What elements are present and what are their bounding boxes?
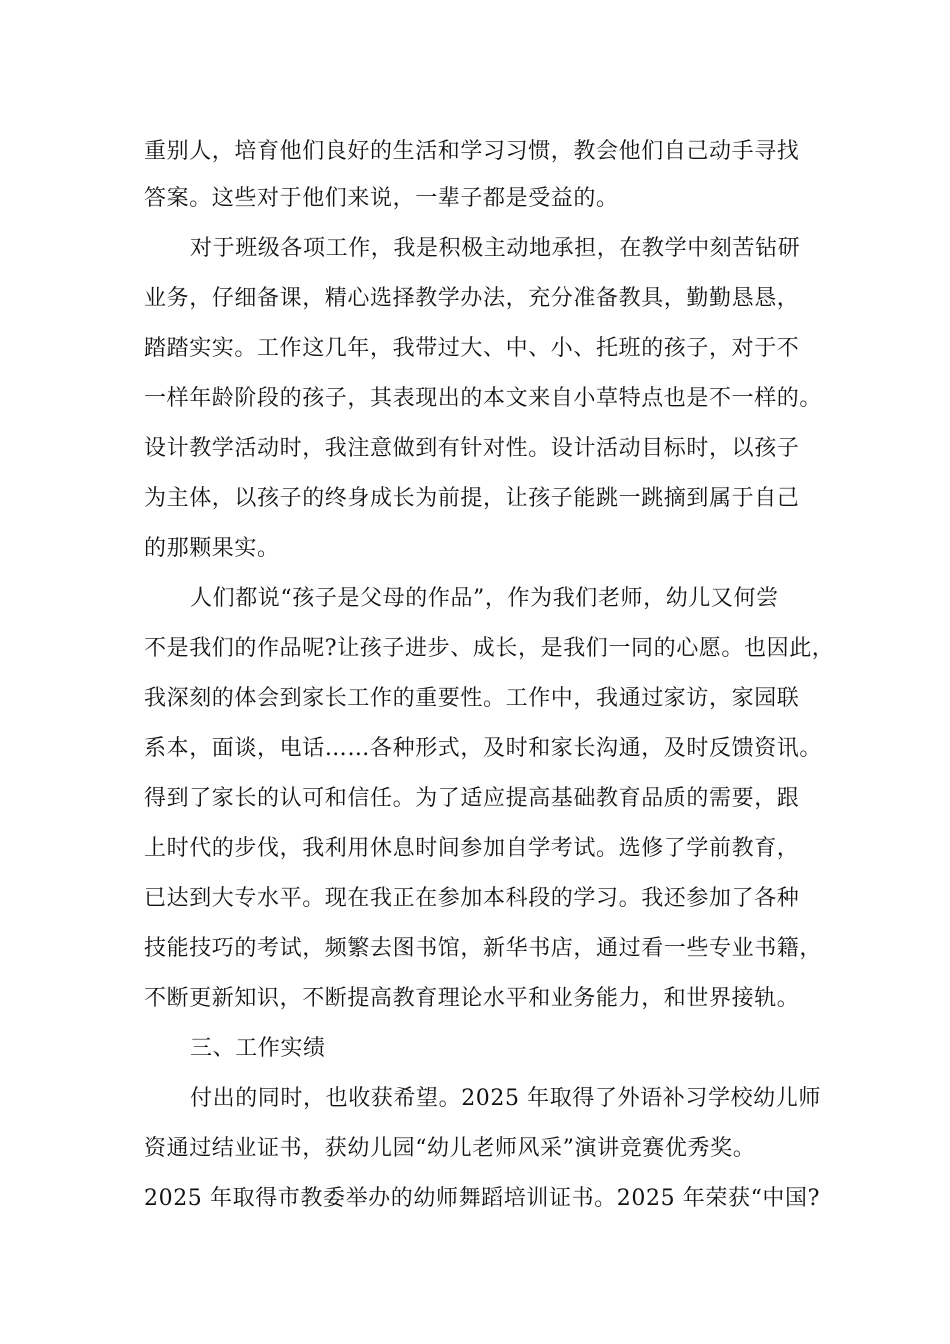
paragraph-start-line: 付出的同时，也收获希望。2025 年取得了外语补习学校幼儿师 (190, 1086, 821, 1111)
text-line: 不是我们的作品呢?让孩子进步、成长，是我们一同的心愿。也因此， (144, 636, 835, 661)
text-line: 资通过结业证书，获幼儿园“幼儿老师风采”演讲竞赛优秀奖。 (144, 1136, 756, 1161)
text-line: 设计教学活动时，我注意做到有针对性。设计活动目标时，以孩子 (144, 436, 800, 461)
text-line: 不断更新知识，不断提高教育理论水平和业务能力，和世界接轨。 (144, 986, 800, 1011)
text-line: 业务，仔细备课，精心选择教学办法，充分准备教具，勤勤恳恳， (144, 286, 800, 311)
text-line: 踏踏实实。工作这几年，我带过大、中、小、托班的孩子，对于不 (144, 336, 800, 361)
text-line: 的那颗果实。 (144, 536, 280, 561)
text-line: 我深刻的体会到家长工作的重要性。工作中，我通过家访，家园联 (144, 686, 800, 711)
paragraph-start-line: 对于班级各项工作，我是积极主动地承担，在教学中刻苦钻研 (190, 236, 801, 261)
text-line: 已达到大专水平。现在我正在参加本科段的学习。我还参加了各种 (144, 886, 800, 911)
text-line: 一样年龄阶段的孩子，其表现出的本文来自小草特点也是不一样的。 (144, 386, 823, 411)
text-line: 得到了家长的认可和信任。为了适应提高基础教育品质的需要，跟 (144, 786, 800, 811)
section-heading: 三、工作实绩 (190, 1036, 326, 1061)
paragraph-start-line: 人们都说“孩子是父母的作品”，作为我们老师，幼儿又何尝 (190, 586, 779, 611)
text-line: 重别人，培育他们良好的生活和学习习惯，教会他们自己动手寻找 (144, 139, 800, 164)
text-line: 答案。这些对于他们来说，一辈子都是受益的。 (144, 186, 619, 211)
text-line: 为主体，以孩子的终身成长为前提，让孩子能跳一跳摘到属于自己 (144, 486, 800, 511)
text-line: 技能技巧的考试，频繁去图书馆，新华书店，通过看一些专业书籍， (144, 936, 823, 961)
text-line: 系本，面谈，电话……各种形式，及时和家长沟通，及时反馈资讯。 (144, 736, 823, 761)
text-line: 2025 年取得市教委举办的幼师舞蹈培训证书。2025 年荣获“中国? (144, 1186, 821, 1211)
text-line: 上时代的步伐，我利用休息时间参加自学考试。选修了学前教育， (144, 836, 800, 861)
